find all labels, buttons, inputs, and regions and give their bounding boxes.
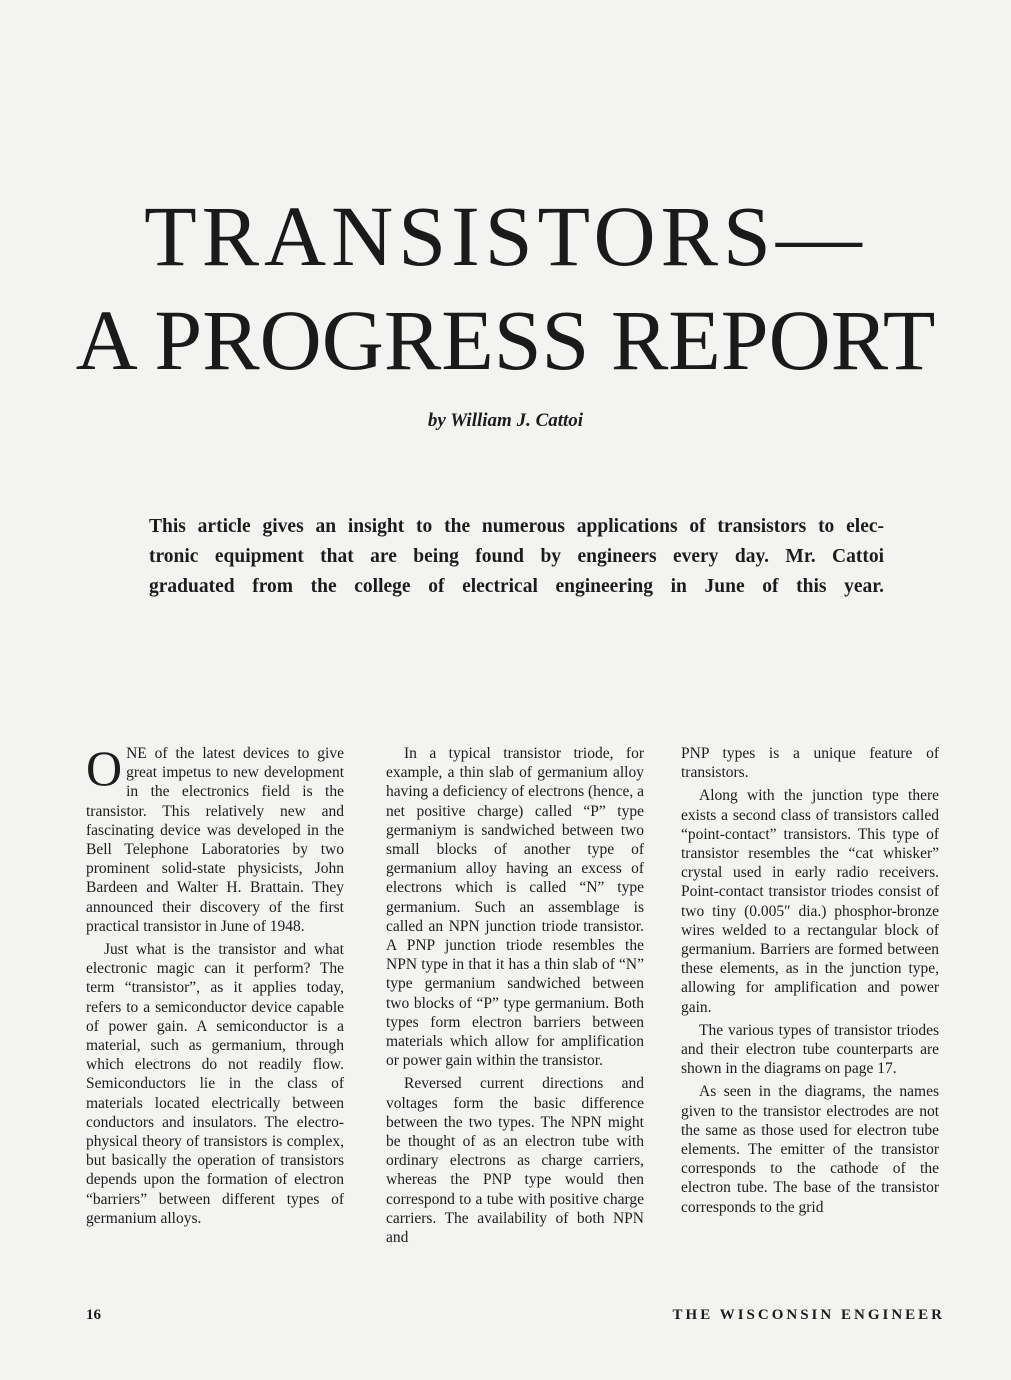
paragraph: Just what is the transistor and what electronic magic can it perform? The term “transistor”, as it applies today, refers to a semiconductor device capable of power gain. A semiconductor is a material, such as germanium, through which electrons do not readily flow. Semiconductors lie in the class of materials located electrically between conductors and insulators. The electro-physical theory of transistors is complex, but basically the operation of transistors depends upon the formation of electron “barriers” between different types of germanium alloys. (86, 941, 344, 1227)
paragraph: PNP types is a unique feature of transistors. (681, 745, 939, 782)
text-column-1 (86, 740, 344, 1232)
abstract-line: This article gives an insight to the numerous applications of transistors to elec- (149, 516, 884, 537)
text-column-3 (681, 744, 939, 1221)
page-number: 16 (86, 1307, 101, 1323)
paragraph: As seen in the diagrams, the names given to the transistor electrodes are not the same as those used for electron tube elements. The emitter of the transistor corresponds to the cathode of the electron tube. The base of the transistor corresponds to the grid (681, 1083, 939, 1216)
abstract-line: tronic equipment that are being found by engineers every day. Mr. Cattoi (149, 546, 884, 567)
drop-cap: O (86, 740, 123, 796)
paragraph: Reversed current directions and voltages form the basic difference between the two types. The NPN might be thought of as an electron tube with ordinary electrons as charge carriers, whereas the PNP type would then correspond to a tube with positive charge carriers. The availability of both NPN and (386, 1075, 644, 1247)
article-title-line-2: A PROGRESS REPORT (75, 292, 936, 388)
paragraph-text: NE of the latest devices to give great impetus to new development in the electronics field is the transistor. This relatively new and fascinating device was developed in the Bell Telephone Laboratories by two prominent solid-state physicists, John Bardeen and Walter H. Brattain. They announced their discovery of the first practical transistor in June of 1948. (86, 745, 344, 935)
paragraph: The various types of transistor triodes and their electron tube counterparts are shown in the diagrams on page 17. (681, 1021, 939, 1078)
paragraph: In a typical transistor triode, for example, a thin slab of germanium alloy having a deficiency of electrons (hence, a net positive charge) called “P” type germaniym is sandwiched between two small blocks of another type of germanium alloy having an excess of electrons which is called “N” type germanium. Such an assemblage is called an NPN junction triode transistor. A PNP junction triode resembles the NPN type in that it has a thin slab of “N” type germanium sandwiched between two blocks of “P” type germanium. Both types form electron barriers between materials which allow for amplification or power gain within the transistor. (386, 745, 644, 1070)
byline: by William J. Cattoi (427, 410, 584, 431)
paragraph (86, 740, 344, 936)
article-abstract (149, 512, 884, 602)
paragraph: Along with the junction type there exists a second class of transistors called “point-contact” transistors. This type of transistor resembles the “cat whisker” crystal used in early radio receivers. Point-contact transistor triodes consist of two tiny (0.005″ dia.) phosphor-bronze wires welded to a rectangular block of germanium. Barriers are formed between these elements, as in the junction type, allowing for amplification and power gain. (681, 787, 939, 1016)
abstract-line: graduated from the college of electrical engineering in June of this year. (149, 576, 884, 597)
magazine-name: THE WISCONSIN ENGINEER (672, 1307, 945, 1323)
article-title-line-1: TRANSISTORS— (144, 188, 867, 284)
text-column-2 (386, 744, 644, 1251)
